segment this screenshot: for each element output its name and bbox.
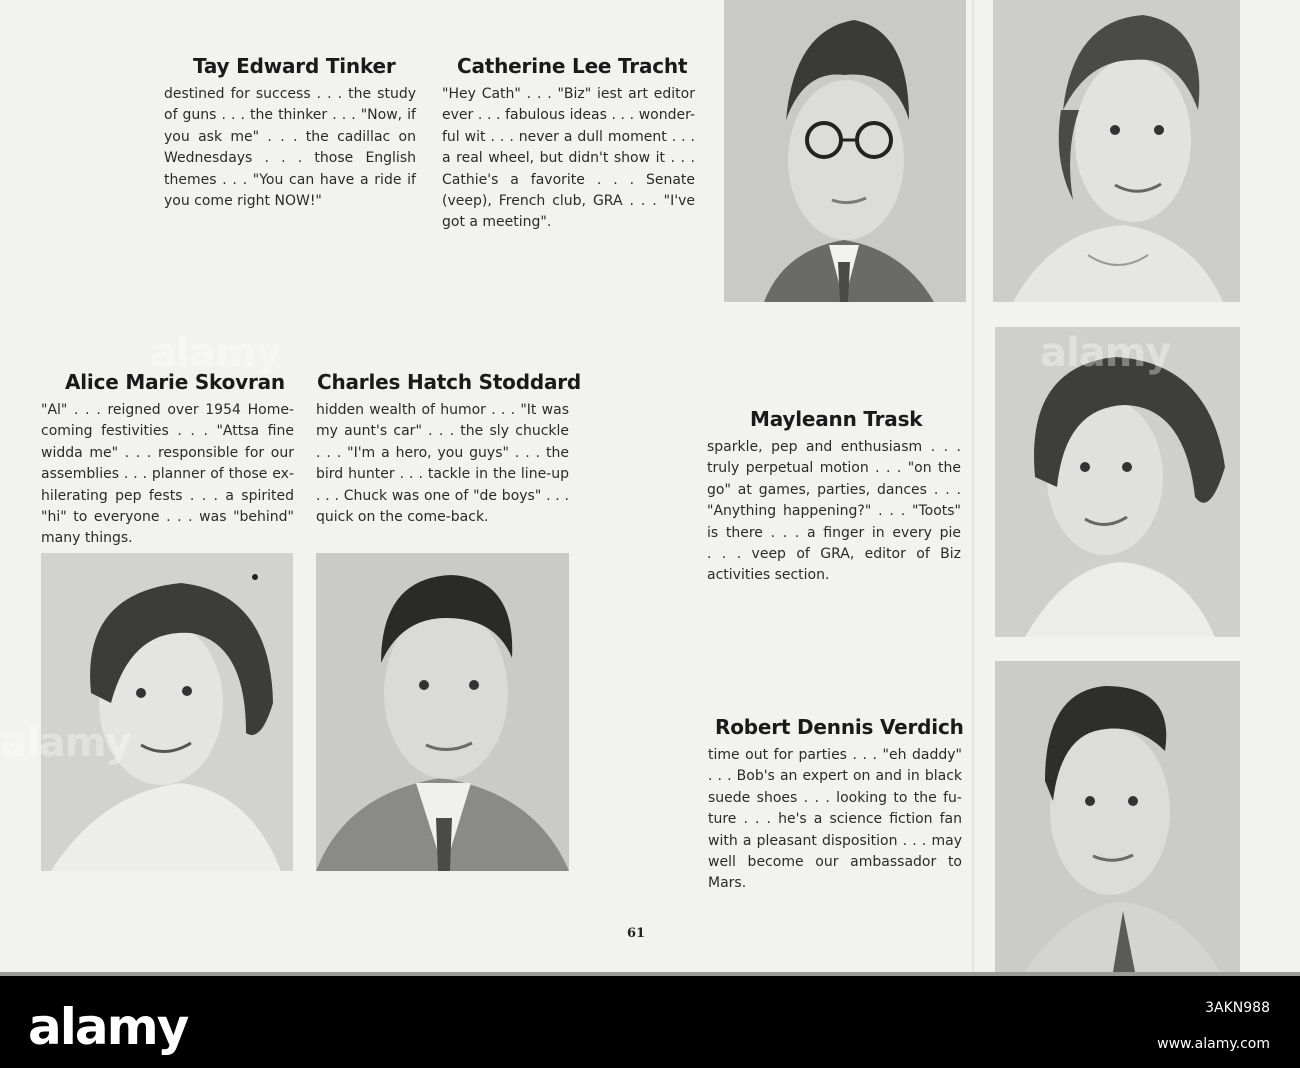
student-name-skovran: Alice Marie Skovran [65,370,285,394]
bio-line: sparkle, pep and enthusiasm . . . [707,439,961,455]
student-name-trask: Mayleann Trask [750,407,923,431]
bio-line: ture . . . he's a science fiction fan [708,811,962,828]
student-name-tracht: Catherine Lee Tracht [457,54,688,78]
bio-line: . . . Chuck was one of "de boys" . . . [316,487,569,504]
bio-line: with a pleasant disposition . . . may [708,832,962,849]
bio-line: ever . . . fabulous ideas . . . wonder- [442,107,695,124]
bio-line: themes . . . "You can have a ride if [164,171,416,188]
student-name-verdich: Robert Dennis Verdich [715,715,964,739]
student-name-tinker: Tay Edward Tinker [193,54,396,78]
bio-line: . . . "I'm a hero, you guys" . . . the [316,444,569,461]
student-bio-verdich [708,745,962,895]
bio-line: "Anything happening?" . . . "Toots" [707,503,961,520]
watermark-mark: alamy [0,720,131,766]
portrait-photo-tinker [724,0,966,302]
bio-line: activities section. [707,567,830,584]
bio-line: "Hey Cath" . . . "Biz" iest art editor [442,86,695,102]
watermark-mark: alamy [150,330,281,376]
page-gutter [972,0,974,975]
bio-line: coming festivities . . . "Attsa fine [41,423,294,440]
bio-line: "hi" to everyone . . . was "behind" [41,509,294,526]
bio-line: you come right NOW!" [164,193,322,210]
bio-line: hidden wealth of humor . . . "It was [316,402,569,418]
portrait-photo-trask [995,327,1240,637]
watermark-footer [0,976,1300,1068]
bio-line: quick on the come-back. [316,509,489,526]
student-bio-trask [707,437,961,587]
portrait-photo-tracht [993,0,1240,302]
bio-line: hilerating pep fests . . . a spirited [41,487,294,504]
bio-line: many things. [41,530,133,547]
bio-line: Mars. [708,875,747,892]
bio-line: is there . . . a finger in every pie [707,524,961,541]
bio-line: widda me" . . . responsible for our [41,444,294,461]
bio-line: well become our ambassador to [708,854,962,871]
student-bio-tinker [164,84,416,212]
portrait-female [995,327,1240,637]
portrait-female [993,0,1240,302]
bio-line: . . . veep of GRA, editor of Biz [707,546,961,563]
watermark-image-id: 3AKN988 [1205,1000,1270,1016]
portrait-photo-skovran [41,553,293,871]
bio-line: ful wit . . . never a dull moment . . . [442,128,695,145]
bio-line: truly perpetual motion . . . "on the [707,460,961,477]
bio-line: my aunt's car" . . . the sly chuckle [316,423,569,440]
bio-line: time out for parties . . . "eh daddy" [708,747,962,763]
bio-line: assemblies . . . planner of those ex- [41,466,294,483]
portrait-male [995,661,1240,972]
bio-line: go" at games, parties, dances . . . [707,481,961,498]
watermark-url: www.alamy.com [1157,1036,1270,1052]
bio-line: destined for success . . . the study [164,86,416,102]
watermark-logo: alamy [28,998,188,1056]
student-bio-skovran [41,400,294,550]
bio-line: Wednesdays . . . those English [164,150,416,167]
page-number: 61 [627,926,646,941]
bio-line: . . . Bob's an expert on and in black [708,768,962,785]
portrait-male-glasses [724,0,966,302]
bio-line: suede shoes . . . looking to the fu- [708,789,962,806]
portrait-female [41,553,293,871]
bio-line: bird hunter . . . tackle in the line-up [316,466,569,483]
bio-line: "Al" . . . reigned over 1954 Home- [41,402,294,418]
portrait-photo-stoddard [316,553,569,871]
bio-line: got a meeting". [442,214,552,231]
bio-line: of guns . . . the thinker . . . "Now, if [164,107,416,124]
bio-line: (veep), French club, GRA . . . "I've [442,193,695,210]
student-bio-tracht [442,84,695,234]
student-bio-stoddard [316,400,569,528]
portrait-male [316,553,569,871]
student-name-stoddard: Charles Hatch Stoddard [317,370,582,394]
bio-line: Cathie's a favorite . . . Senate [442,171,695,188]
bio-line: a real wheel, but didn't show it . . . [442,150,695,167]
watermark-mark: alamy [1040,330,1171,376]
bio-line: you ask me" . . . the cadillac on [164,128,416,145]
portrait-photo-verdich [995,661,1240,972]
